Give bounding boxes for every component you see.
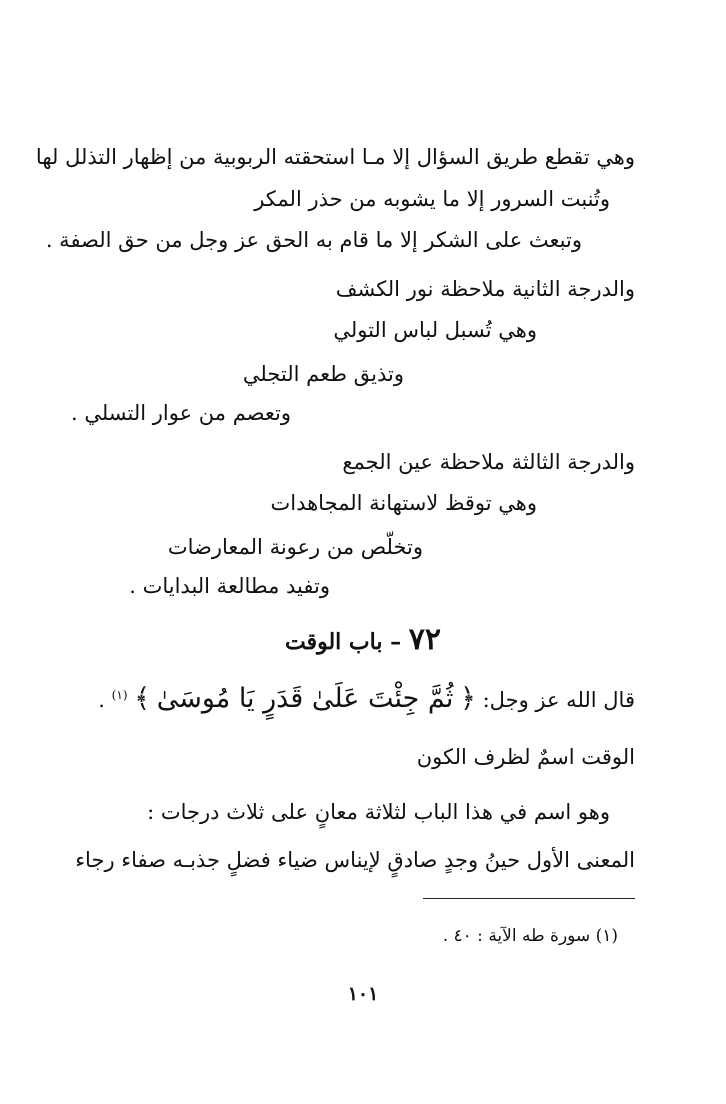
quote-end-period: .: [98, 688, 105, 712]
text-line-6: وتذيق طعم التجلي: [242, 362, 404, 386]
text-line-11: وتفيد مطالعة البدايات .: [129, 574, 330, 598]
body-line-1: الوقت اسمٌ لظرف الكون: [416, 745, 635, 769]
quote-close-bracket: ﴾: [134, 683, 151, 714]
quote-verse: ثُمَّ جِئْتَ عَلَىٰ قَدَرٍ يَا مُوسَىٰ: [156, 683, 454, 714]
heading-title: باب الوقت: [284, 629, 383, 655]
quran-quote-line: [98, 683, 635, 714]
heading-number: ٧٢: [408, 622, 442, 657]
page-number: ١٠١: [347, 983, 379, 1005]
text-line-9: وهي توقظ لاستهانة المجاهدات: [270, 491, 537, 515]
section-heading: [0, 622, 726, 657]
text-line-2: وتُنبت السرور إلا ما يشوبه من حذر المكر: [254, 187, 610, 211]
footnote-reference: (١): [111, 688, 128, 702]
text-line-10: وتخلّص من رعونة المعارضات: [167, 535, 423, 559]
text-line-8: والدرجة الثالثة ملاحظة عين الجمع: [342, 450, 635, 474]
text-line-4: والدرجة الثانية ملاحظة نور الكشف: [335, 277, 635, 301]
heading-dash: –: [390, 629, 402, 655]
body-line-3: المعنى الأول حينُ وجدٍ صادقٍ لإيناس ضياء فضلٍ جذبـه صفاء رجاء: [75, 848, 635, 872]
text-line-1: وهي تقطع طريق السؤال إلا مـا استحقته الربوبية من إظهار التذلل لها: [35, 145, 635, 169]
quote-intro: قال الله عز وجل:: [482, 688, 635, 712]
footnote-divider: [423, 898, 635, 899]
quote-open-bracket: ﴿: [460, 683, 476, 714]
body-line-2: وهو اسم في هذا الباب لثلاثة معانٍ على ثلاث درجات :: [147, 800, 610, 824]
text-line-7: وتعصم من عوار التسلي .: [70, 401, 291, 425]
text-line-3: وتبعث على الشكر إلا ما قام به الحق عز وجل من حق الصفة .: [45, 228, 582, 252]
text-line-5: وهي تُسبل لباس التولي: [333, 318, 537, 342]
footnote: (١) سورة طه الآية : ٤٠ .: [442, 926, 618, 946]
